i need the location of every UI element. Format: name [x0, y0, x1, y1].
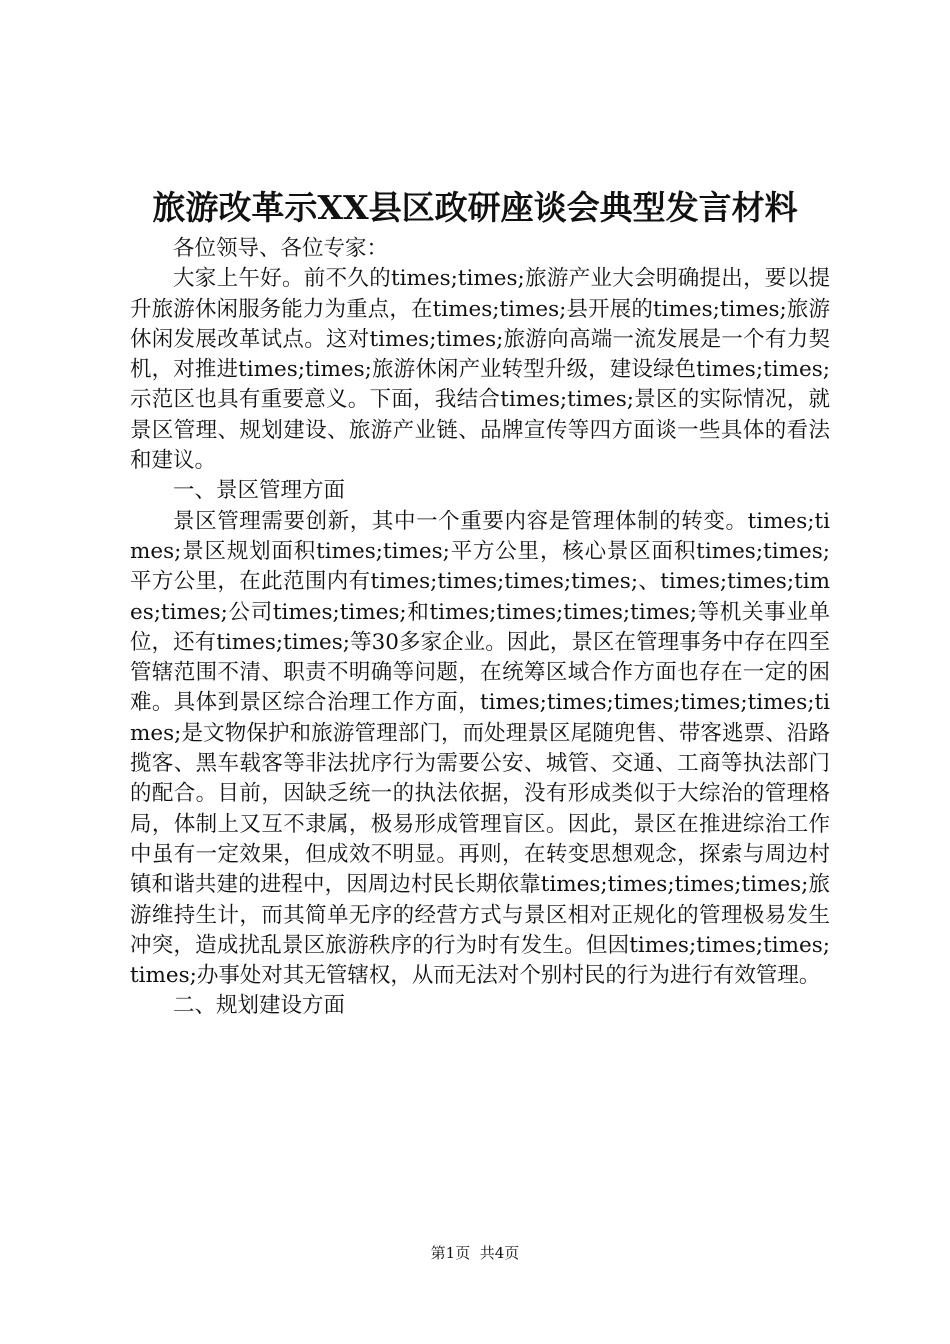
document-body: [130, 234, 830, 1022]
page-number: 第1页: [430, 1244, 471, 1262]
scenic-management-paragraph: 景区管理需要创新，其中一个重要内容是管理体制的转变。times;times;景区规划面积times;times;平方公里，核心景区面积times;times;平方公里，在此范围内有times;times;times;times;、times;times;times;times;公司times;times;和times;times;times;times;等机关事业单位，还有times;times;等30多家企业。因此，景区在管理事务中存在四至管辖范围不清、职责不明确等问题，在统筹区域合作方面也存在一定的困难。具体到景区综合治理工作方面，times;times;times;times;times;times;是文物保护和旅游管理部门，而处理景区尾随兜售、带客逃票、沿路揽客、黑车载客等非法扰序行为需要公安、城管、交通、工商等执法部门的配合。目前，因缺乏统一的执法依据，没有形成类似于大综治的管理格局，体制上又互不隶属，极易形成管理盲区。因此，景区在推进综治工作中虽有一定效果，但成效不明显。再则，在转变思想观念，探索与周边村镇和谐共建的进程中，因周边村民长期依靠times;times;times;times;旅游维持生计，而其简单无序的经营方式与景区相对正规化的管理极易发生冲突，造成扰乱景区旅游秩序的行为时有发生。但因times;times;times;times;办事处对其无管辖权，从而无法对个别村民的行为进行有效管理。: [130, 508, 830, 989]
salutation-paragraph: 各位领导、各位专家：: [173, 236, 389, 261]
section-heading-scenic-management: 一、景区管理方面: [173, 478, 346, 504]
section-heading-planning-construction: 二、规划建设方面: [173, 993, 346, 1019]
page-total: 共4页: [479, 1244, 520, 1262]
intro-paragraph: 大家上午好。前不久的times;times;旅游产业大会明确提出，要以提升旅游休闲服务能力为重点，在times;times;县开展的times;times;旅游休闲发展改革试点。这对times;times;旅游向高端一流发展是一个有力契机，对推进times;times;旅游休闲产业转型升级，建设绿色times;times;示范区也具有重要意义。下面，我结合times;times;景区的实际情况，就景区管理、规划建设、旅游产业链、品牌宣传等四方面谈一些具体的看法和建议。: [130, 266, 830, 474]
document-title: 旅游改革示XX县区政研座谈会典型发言材料: [152, 188, 798, 227]
page-footer: [0, 1243, 950, 1263]
